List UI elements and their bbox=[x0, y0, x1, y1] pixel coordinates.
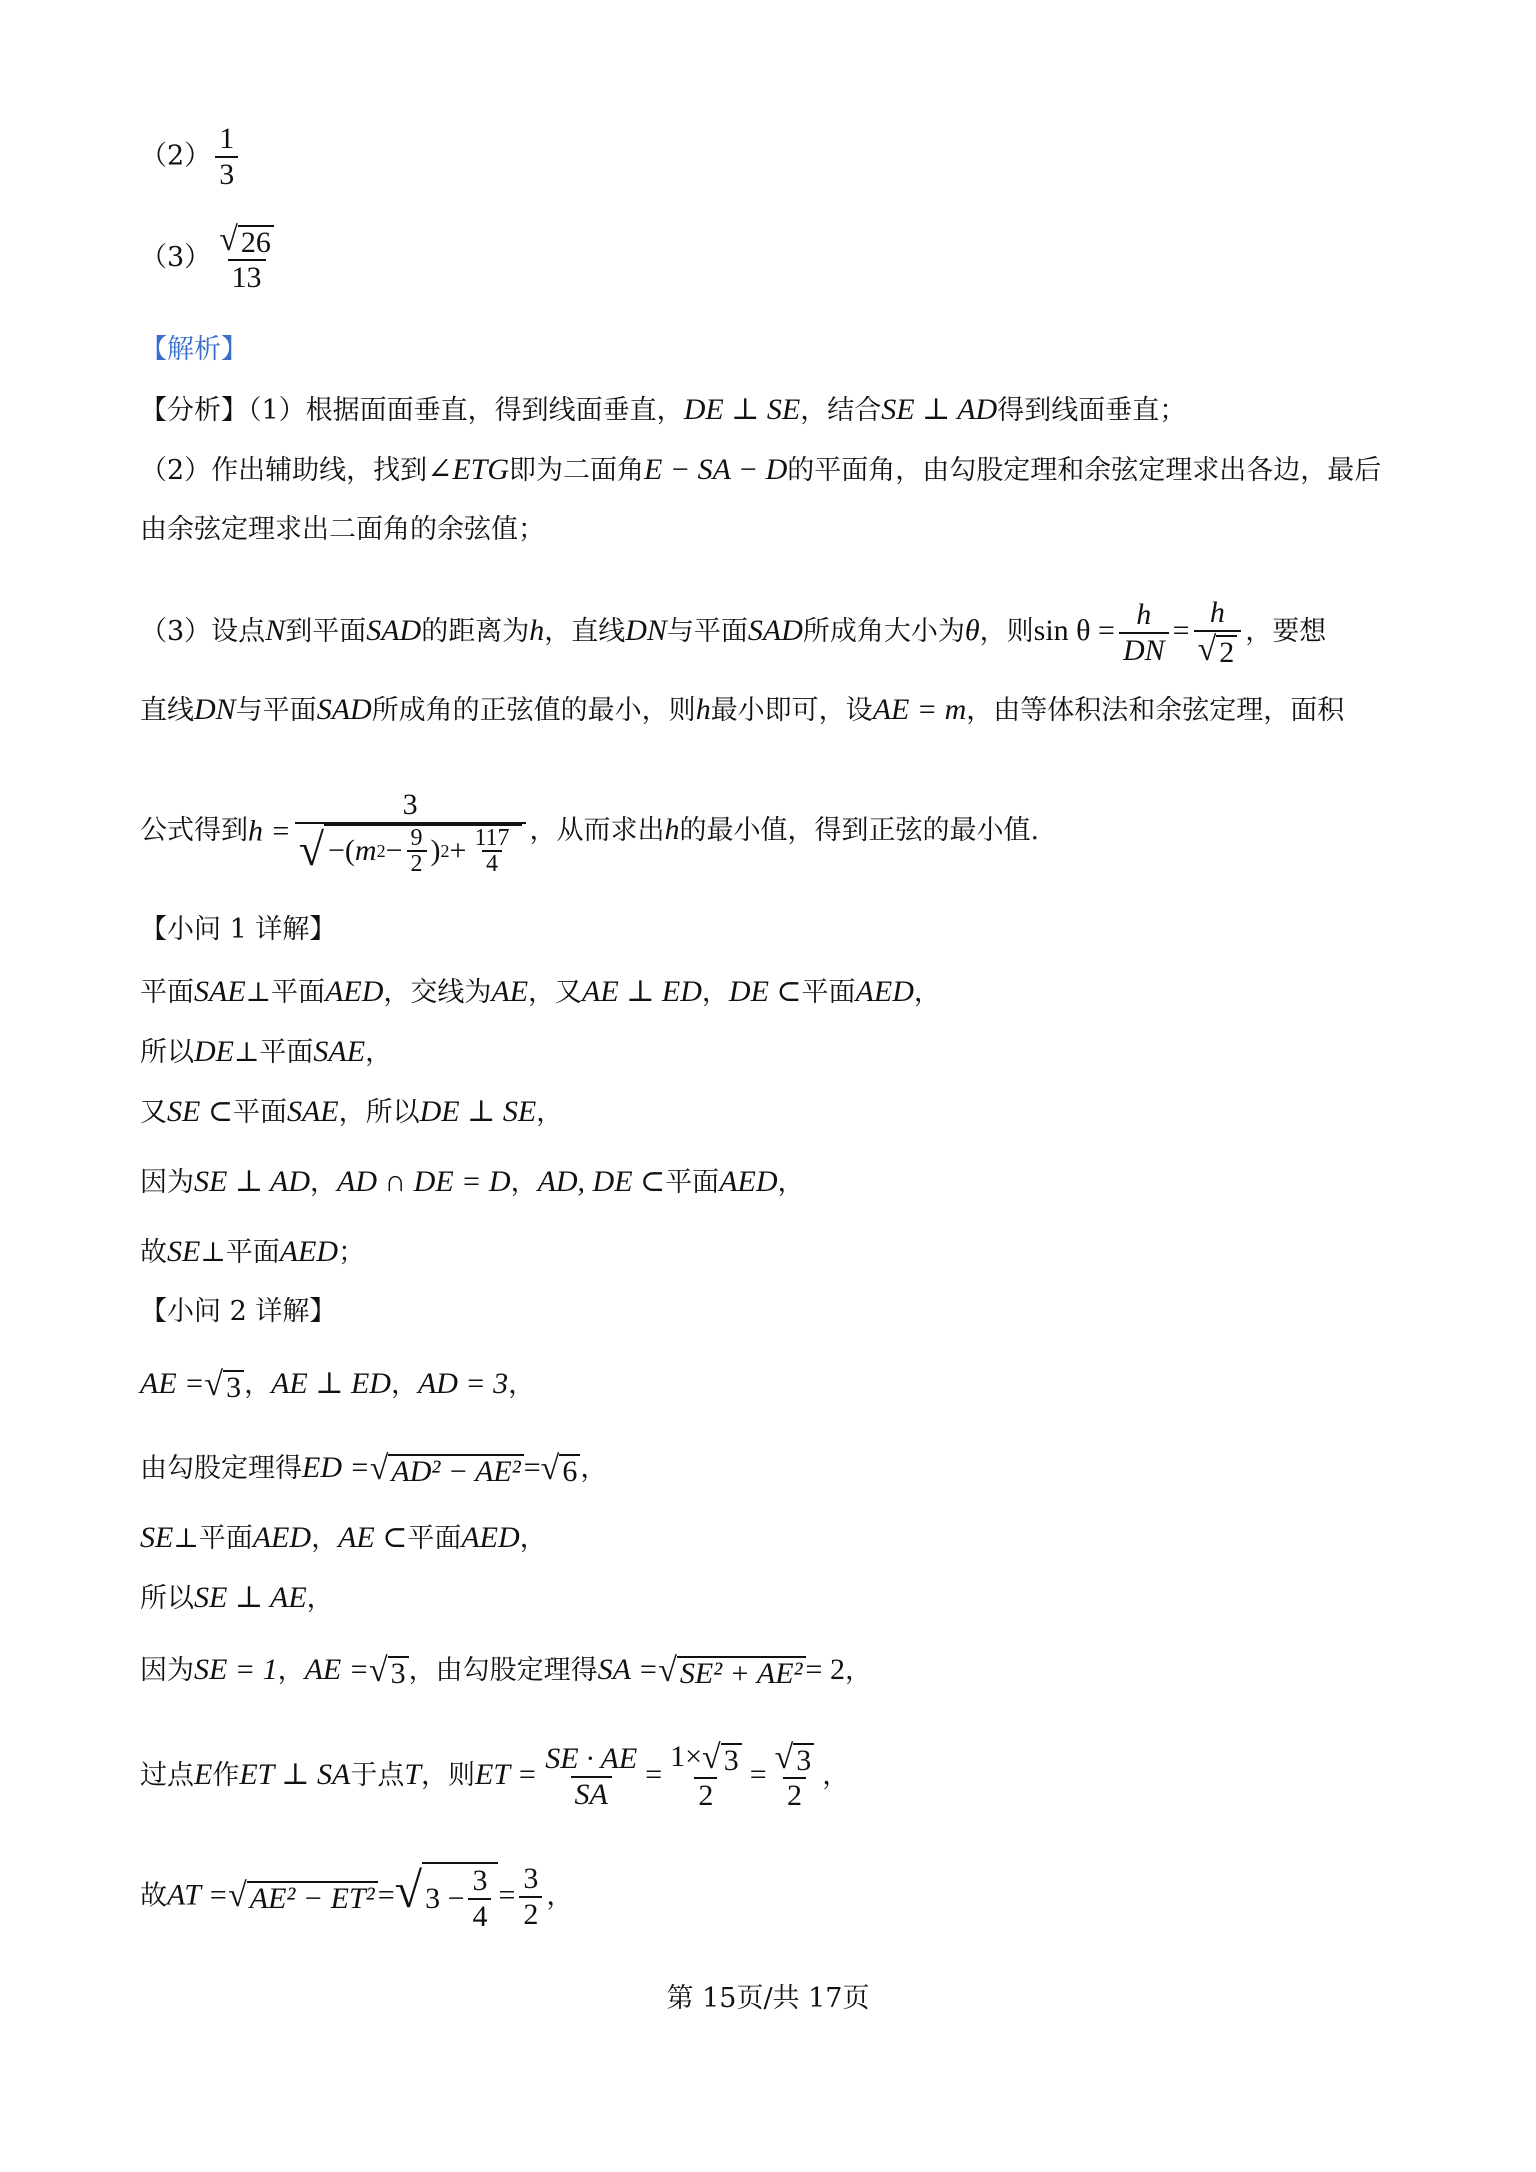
radicand: 3 bbox=[793, 1743, 814, 1777]
math: AT = bbox=[167, 1878, 229, 1912]
text: 得到线面垂直； bbox=[997, 395, 1187, 426]
math: = bbox=[749, 1758, 767, 1792]
text: ； bbox=[338, 1237, 366, 1268]
sqrt: √ 3 bbox=[204, 1368, 244, 1404]
text: 由勾股定理得 bbox=[140, 1453, 302, 1484]
text: 直线 bbox=[140, 695, 194, 726]
fraction-numerator: h bbox=[1209, 596, 1225, 629]
answer-2 bbox=[140, 122, 242, 192]
text: 于点 bbox=[350, 1760, 405, 1792]
math: AED bbox=[719, 1165, 778, 1198]
answer-3-fraction bbox=[215, 222, 278, 295]
text: ， bbox=[546, 1880, 574, 1912]
math: = bbox=[523, 1451, 541, 1484]
fraction-numerator: 3 bbox=[523, 1862, 539, 1895]
text: ， bbox=[277, 1655, 305, 1686]
fraction-denominator: 2 bbox=[694, 1777, 717, 1813]
fraction-denominator: 4 bbox=[468, 1898, 491, 1934]
text: 作 bbox=[212, 1760, 240, 1792]
math: AED bbox=[325, 975, 384, 1008]
fraction-numerator: 9 bbox=[410, 824, 423, 851]
text: ⊥平面 bbox=[173, 1523, 253, 1554]
sqrt: √ 3 − $\frac{3}{4}$ bbox=[395, 1860, 499, 1934]
q2-line-7 bbox=[140, 1860, 573, 1934]
text: 最小即可，设 bbox=[710, 695, 873, 726]
math: SAE bbox=[313, 1035, 366, 1068]
sqrt: √ 3 bbox=[775, 1741, 815, 1777]
sqrt: √ 3 bbox=[369, 1654, 409, 1690]
math: m bbox=[354, 833, 377, 867]
text: ，直线 bbox=[544, 616, 626, 648]
math: SE = 1 bbox=[194, 1653, 278, 1686]
fraction-numerator: 3 bbox=[402, 787, 418, 821]
text: 的最小值，得到正弦的最小值. bbox=[679, 815, 1040, 846]
math: AD, DE ⊂ bbox=[537, 1165, 666, 1198]
math: DE ⊥ SE bbox=[683, 393, 801, 426]
math: SAD bbox=[747, 614, 803, 648]
text: ， bbox=[310, 1167, 337, 1198]
math: SA = bbox=[597, 1653, 659, 1686]
radicand: 3 bbox=[223, 1370, 244, 1404]
math: h = bbox=[248, 814, 291, 848]
radicand: 6 bbox=[559, 1454, 580, 1488]
text: 平面 bbox=[232, 1097, 287, 1128]
text: 又 bbox=[140, 1097, 167, 1128]
fraction-denominator: 2 bbox=[519, 1896, 542, 1932]
math: SE bbox=[140, 1521, 174, 1554]
math: AED bbox=[252, 1521, 312, 1554]
math: h bbox=[664, 813, 680, 846]
q1-line-3 bbox=[140, 1092, 563, 1133]
radicand: AE² − ET² bbox=[247, 1881, 378, 1915]
text: ，则 bbox=[421, 1760, 476, 1792]
text: ， bbox=[777, 1167, 805, 1198]
text: ， bbox=[311, 1523, 339, 1554]
fraction-numerator: 1 bbox=[219, 122, 235, 155]
math: h bbox=[529, 614, 545, 648]
text: 因为 bbox=[140, 1167, 194, 1198]
fraction bbox=[519, 1862, 542, 1932]
math: AD ∩ DE = D bbox=[337, 1165, 511, 1198]
math: DE ⊥ SE bbox=[419, 1095, 537, 1128]
text: ，交线为 bbox=[383, 977, 492, 1008]
q2-line-4 bbox=[140, 1578, 334, 1619]
math: AE = bbox=[140, 1367, 205, 1400]
text: ⊥平面 bbox=[245, 977, 326, 1008]
math: E bbox=[194, 1758, 213, 1792]
math: SE ⊥ AD bbox=[194, 1165, 310, 1198]
q2-line-1 bbox=[140, 1364, 535, 1405]
text: ⊥平面 bbox=[234, 1037, 314, 1068]
text: ，要想 bbox=[1245, 616, 1327, 648]
text: 故 bbox=[140, 1237, 167, 1268]
math: SAE bbox=[286, 1095, 339, 1128]
q2-line-2 bbox=[140, 1448, 607, 1489]
math: SE bbox=[167, 1235, 201, 1268]
radicand: 3 bbox=[721, 1743, 742, 1777]
math: h bbox=[695, 693, 711, 726]
radicand: 26 bbox=[238, 225, 274, 259]
fraction bbox=[666, 1740, 746, 1813]
text: ，结合 bbox=[800, 395, 882, 426]
q1-line-2 bbox=[140, 1032, 392, 1073]
fraction-denominator: 2 bbox=[783, 1777, 806, 1813]
math: = bbox=[1172, 614, 1190, 648]
math: AED bbox=[855, 975, 914, 1008]
fraction-denominator: 13 bbox=[228, 259, 266, 295]
h-formula-fraction: 3 √ −( m 2 − $\frac{9}{2}$ ) 2 + $\frac{117}{4}$ bbox=[295, 788, 526, 876]
text: 所以 bbox=[140, 1583, 194, 1614]
text: ， bbox=[390, 1369, 418, 1400]
analysis-line-1 bbox=[140, 390, 1186, 431]
sqrt: √ 3 bbox=[702, 1741, 742, 1777]
fraction-denominator: 4 bbox=[482, 850, 502, 876]
math: E − SA − D bbox=[644, 453, 788, 486]
text: 所以 bbox=[140, 1037, 194, 1068]
q2-line-3 bbox=[140, 1518, 547, 1559]
math: ∠ETG bbox=[427, 453, 509, 486]
math: θ bbox=[964, 614, 980, 648]
fraction-denominator: 2 bbox=[407, 850, 427, 876]
math: ET = bbox=[475, 1758, 538, 1792]
page-number-footer: 第 15页/共 17页 bbox=[666, 1983, 870, 2014]
q1-line-1 bbox=[140, 972, 941, 1013]
text: ，又 bbox=[528, 977, 583, 1008]
q2-line-5 bbox=[140, 1650, 872, 1691]
sqrt: √ 26 bbox=[219, 223, 274, 259]
radicand: 3 bbox=[388, 1656, 409, 1690]
fraction bbox=[771, 1740, 819, 1813]
text: 与平面 bbox=[235, 695, 317, 726]
math: = bbox=[498, 1878, 516, 1912]
analysis-line-2 bbox=[140, 450, 1381, 491]
fraction bbox=[470, 826, 513, 876]
text: 到平面 bbox=[285, 616, 367, 648]
math: DE ⊂ bbox=[728, 975, 802, 1008]
text: 公式得到 bbox=[140, 815, 248, 846]
fraction-numerator: 3 bbox=[472, 1864, 488, 1897]
text: ， bbox=[306, 1583, 334, 1614]
text: 过点 bbox=[140, 1760, 194, 1792]
text: （3）设点 bbox=[140, 616, 266, 648]
math: AE bbox=[491, 975, 529, 1008]
text: 所成角的正弦值的最小，则 bbox=[371, 695, 696, 726]
jiexi-heading: 【解析】 bbox=[140, 334, 248, 365]
answer-2-fraction bbox=[215, 122, 238, 192]
math: AED bbox=[461, 1521, 520, 1554]
math: 3 − bbox=[425, 1882, 465, 1915]
math: DN bbox=[194, 693, 236, 726]
radicand: AD² − AE² bbox=[388, 1454, 523, 1488]
math: AE ⊥ ED bbox=[271, 1367, 391, 1400]
text: ， bbox=[580, 1453, 608, 1484]
math: AE = m bbox=[872, 693, 967, 726]
math: AD = 3 bbox=[417, 1367, 509, 1400]
q2-line-6 bbox=[140, 1740, 849, 1813]
radicand: 2 bbox=[1216, 635, 1237, 669]
math: T bbox=[404, 1758, 422, 1792]
text: 即为二面角 bbox=[509, 455, 644, 486]
q1-line-5 bbox=[140, 1232, 365, 1273]
text: ⊥平面 bbox=[200, 1237, 280, 1268]
fraction-numerator: SE · AE bbox=[545, 1741, 638, 1775]
fraction bbox=[541, 1742, 641, 1812]
fraction-denominator: SA bbox=[571, 1776, 612, 1812]
text: ， bbox=[244, 1369, 272, 1400]
text: 所成角大小为 bbox=[802, 616, 965, 648]
text: （2）作出辅助线，找到 bbox=[140, 455, 428, 486]
math: = bbox=[645, 1758, 663, 1792]
text: ， bbox=[365, 1037, 393, 1068]
analysis-line-3: 由余弦定理求出二面角的余弦值； bbox=[140, 514, 545, 545]
answer-3-label: （3） bbox=[140, 242, 212, 274]
math: SE ⊂ bbox=[167, 1095, 233, 1128]
math: sin θ = bbox=[1033, 614, 1115, 648]
math: SAE bbox=[194, 975, 246, 1008]
text: 平面 bbox=[665, 1167, 720, 1198]
sqrt: √ 2 bbox=[1198, 633, 1238, 669]
math: AED bbox=[279, 1235, 339, 1268]
text: ， bbox=[913, 977, 941, 1008]
fraction-denominator: DN bbox=[1119, 632, 1169, 668]
fraction bbox=[1119, 598, 1169, 668]
text: ， bbox=[508, 1369, 536, 1400]
q2-heading: 【小问 2 详解】 bbox=[140, 1296, 337, 1327]
q1-heading: 【小问 1 详解】 bbox=[140, 914, 337, 945]
math: SE ⊥ AE bbox=[194, 1581, 307, 1614]
analysis-line-4 bbox=[140, 596, 1326, 669]
text: ， bbox=[510, 1167, 538, 1198]
math: DE bbox=[194, 1035, 234, 1068]
text: 与平面 bbox=[666, 616, 748, 648]
answer-2-label: （2） bbox=[140, 140, 212, 172]
text: 因为 bbox=[140, 1655, 194, 1686]
math: = 2 bbox=[805, 1653, 845, 1686]
math: DN bbox=[625, 614, 667, 648]
sqrt: √ SE² + AE² bbox=[658, 1654, 805, 1690]
fraction bbox=[407, 826, 427, 876]
text: 的平面角，由勾股定理和余弦定理求出各边，最后 bbox=[787, 455, 1382, 486]
answer-3 bbox=[140, 222, 282, 295]
math: N bbox=[265, 614, 286, 648]
math: ET ⊥ SA bbox=[239, 1758, 351, 1792]
math: AE ⊂ bbox=[338, 1521, 408, 1554]
text: ， bbox=[822, 1760, 850, 1792]
analysis-line-6 bbox=[140, 775, 1039, 887]
math: SAD bbox=[366, 614, 422, 648]
sqrt: √ AE² − ET² bbox=[228, 1879, 378, 1915]
math: = bbox=[377, 1878, 395, 1912]
text: ， bbox=[844, 1655, 872, 1686]
math: SAD bbox=[316, 693, 372, 726]
text: ，由勾股定理得 bbox=[408, 1655, 598, 1686]
math: AE = bbox=[304, 1653, 369, 1686]
text: ，由等体积法和余弦定理，面积 bbox=[966, 695, 1345, 726]
text: 平面 bbox=[407, 1523, 462, 1554]
q1-line-4 bbox=[140, 1162, 805, 1203]
text: ，所以 bbox=[338, 1097, 420, 1128]
sqrt: √ AD² − AE² bbox=[370, 1452, 524, 1488]
math: AE ⊥ ED bbox=[582, 975, 702, 1008]
math: ED = bbox=[302, 1451, 370, 1484]
radicand: SE² + AE² bbox=[677, 1656, 806, 1690]
analysis-line-5 bbox=[140, 690, 1344, 731]
sqrt: √ 6 bbox=[541, 1452, 581, 1488]
text: 的距离为 bbox=[421, 616, 530, 648]
text: 平面 bbox=[140, 977, 194, 1008]
text: ， bbox=[536, 1097, 564, 1128]
text: ， bbox=[701, 977, 729, 1008]
text: ，从而求出 bbox=[529, 815, 665, 846]
math: SE ⊥ AD bbox=[881, 393, 998, 426]
text: ，则 bbox=[979, 616, 1034, 648]
fraction-numerator: 117 bbox=[474, 824, 510, 851]
fraction-numerator: 1× bbox=[670, 1740, 703, 1773]
fraction bbox=[468, 1864, 491, 1934]
text: ， bbox=[519, 1523, 547, 1554]
text: 故 bbox=[140, 1880, 167, 1912]
text: （1）根据面面垂直，得到线面垂直， bbox=[248, 395, 684, 426]
text: 平面 bbox=[801, 977, 856, 1008]
analysis-tag: 【分析】 bbox=[140, 395, 248, 426]
fraction-numerator: h bbox=[1136, 597, 1152, 631]
fraction-denominator: 3 bbox=[215, 156, 238, 192]
fraction bbox=[1194, 596, 1242, 669]
